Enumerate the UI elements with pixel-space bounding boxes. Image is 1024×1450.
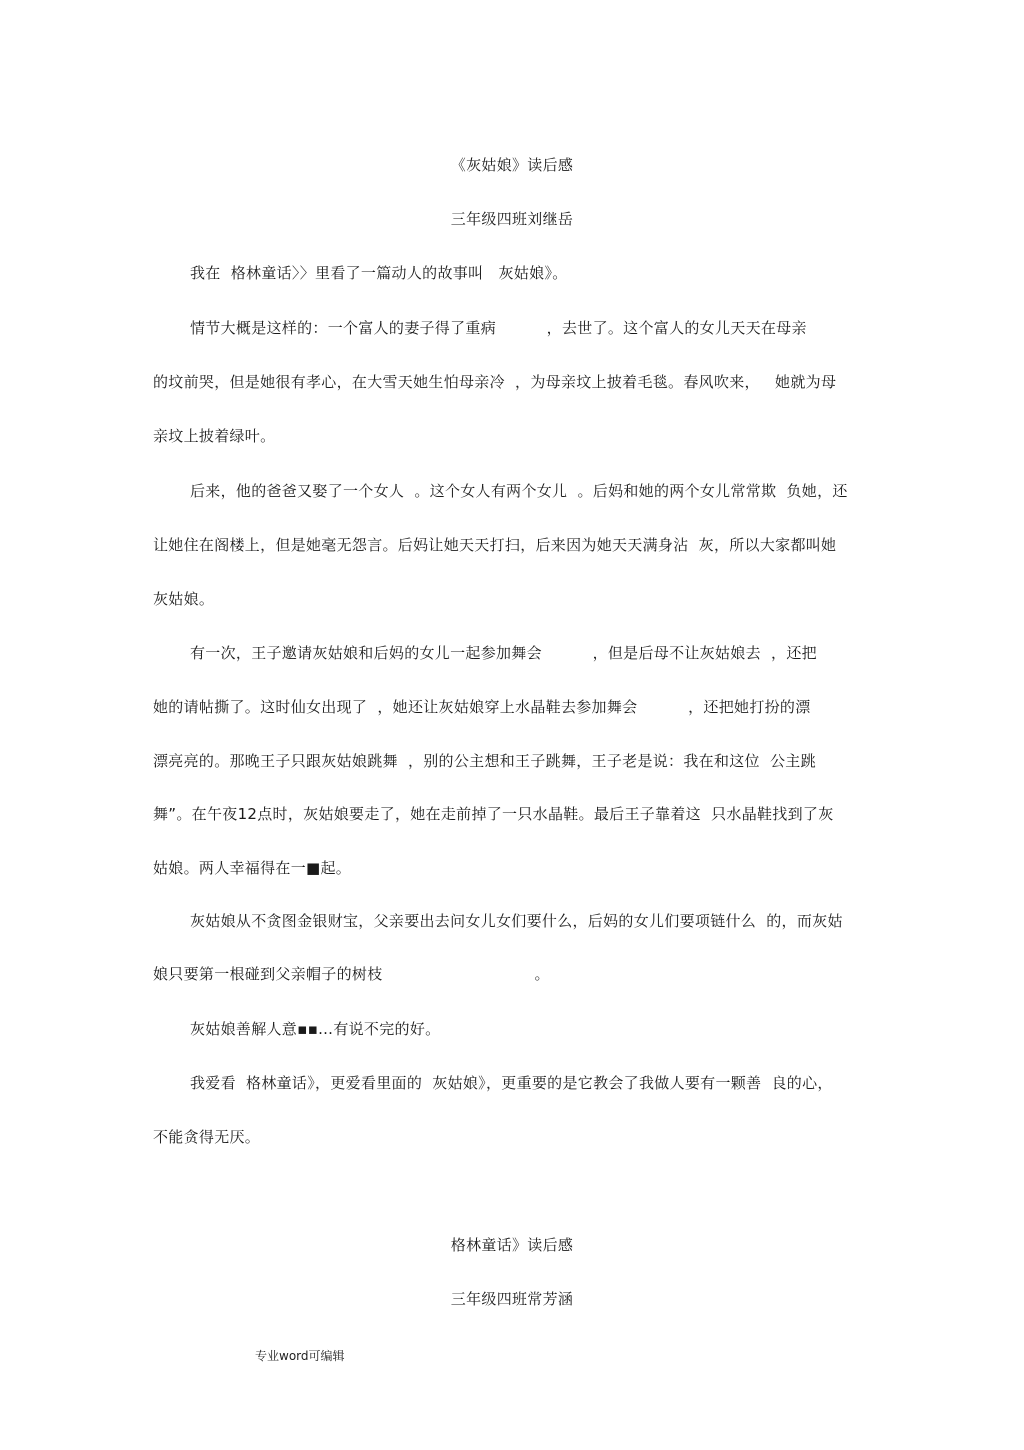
paragraph-line: 灰姑娘从不贪图金银财宝，父亲要出去问女儿女们要什么，后妈的女儿们要项链什么 的，而灰姑 [190, 912, 843, 930]
paragraph-line: 亲坟上披着绿叶。 [153, 427, 276, 445]
paragraph-line: 情节大概是这样的：一个富人的妻子得了重病 ，去世了。这个富人的女儿天天在母亲 [190, 319, 807, 337]
paragraph-line: 娘只要第一根碰到父亲帽子的树枝 。 [153, 965, 550, 983]
paragraph-line: 不能贪得无厌。 [153, 1128, 261, 1146]
paragraph-line: 让她住在阁楼上，但是她毫无怨言。后妈让她天天打扫，后来因为她天天满身沾 灰，所以大家都叫她 [153, 536, 837, 554]
paragraph-line: 漂亮亮的。那晚王子只跟灰姑娘跳舞 ，别的公主想和王子跳舞，王子老是说：我在和这位 公主跳 [153, 752, 816, 770]
paragraph-line: 舞”。在午夜12点时，灰姑娘要走了，她在走前掉了一只水晶鞋。最后王子靠着这 只水晶鞋找到了灰 [153, 805, 834, 823]
paragraph-line: 我爱看 格林童话》，更爱看里面的 灰姑娘》，更重要的是它教会了我做人要有一颗善 良的心， [190, 1074, 833, 1092]
page-footer: 专业word可编辑 [255, 1349, 345, 1363]
second-essay-title: 格林童话》读后感 [450, 1236, 574, 1254]
paragraph-line: 后来，他的爸爸又娶了一个女人 。这个女人有两个女儿 。后妈和她的两个女儿常常欺 负她，还 [190, 482, 848, 500]
essay-author: 三年级四班刘继岳 [450, 210, 574, 228]
second-essay-author: 三年级四班常芳涵 [450, 1290, 574, 1308]
essay-title: 《灰姑娘》读后感 [450, 156, 574, 174]
paragraph-line: 的坟前哭，但是她很有孝心，在大雪天她生怕母亲冷 ，为母亲坟上披着毛毯。春风吹来， 她就为母 [153, 373, 837, 391]
paragraph-line: 我在 格林童话〉〉里看了一篇动人的故事叫 灰姑娘》。 [190, 264, 568, 282]
paragraph-line: 姑娘。两人幸福得在一■起。 [153, 859, 352, 877]
paragraph-line: 有一次，王子邀请灰姑娘和后妈的女儿一起参加舞会 ，但是后母不让灰姑娘去 ，还把 [190, 644, 817, 662]
paragraph-line: 灰姑娘。 [153, 590, 215, 608]
paragraph-line: 她的请帖撕了。这时仙女出现了 ，她还让灰姑娘穿上水晶鞋去参加舞会 ，还把她打扮的漂 [153, 698, 811, 716]
paragraph-line: 灰姑娘善解人意▪▪…有说不完的好。 [190, 1020, 441, 1038]
